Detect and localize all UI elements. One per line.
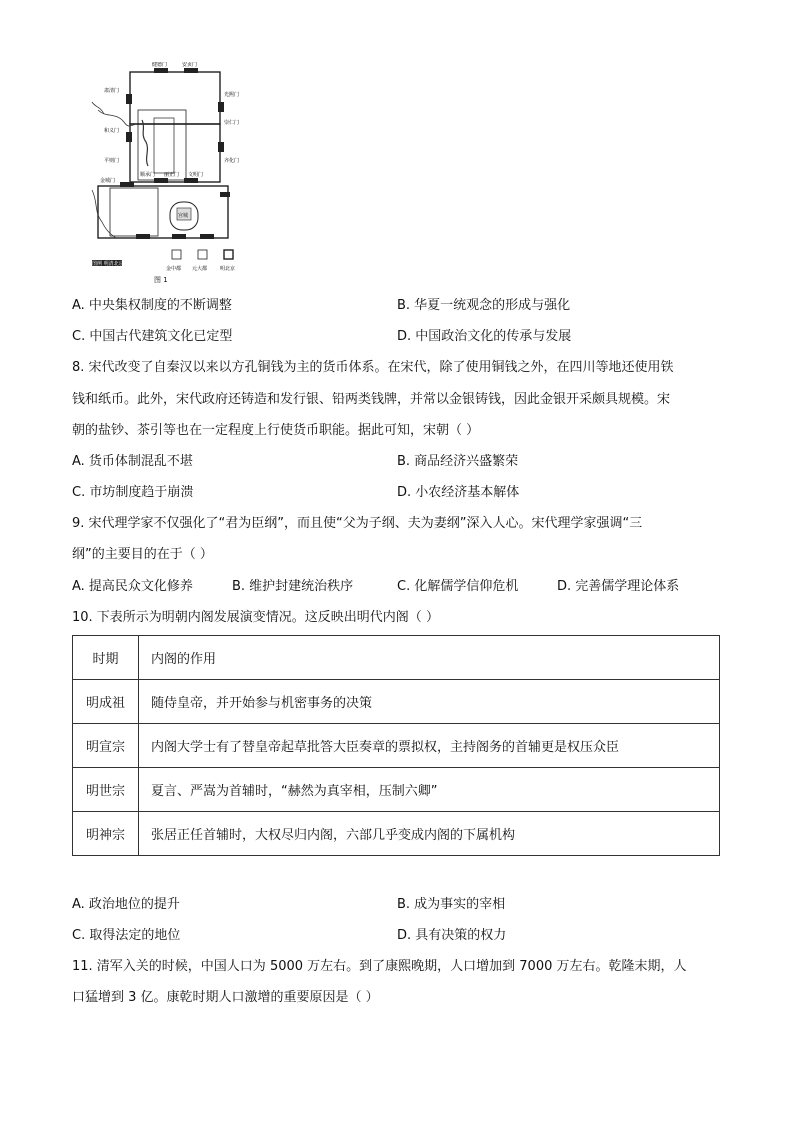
table-row	[73, 812, 720, 856]
q10-option-d: D. 具有决策的权力	[397, 928, 507, 943]
legend-ming-beijing: 明北京	[220, 266, 236, 272]
table-row	[73, 680, 720, 724]
gate-label-lizheng: 丽正门	[164, 172, 180, 178]
legend-jin-zhongdu: 金中都	[166, 266, 182, 272]
q10-option-a: A. 政治地位的提升	[72, 897, 180, 912]
q9-option-b: B. 维护封建统治秩序	[232, 579, 354, 594]
table-cell-period: 明宣宗	[73, 724, 139, 768]
q7-option-a: A. 中央集权制度的不断调整	[72, 298, 232, 313]
table-row	[73, 724, 720, 768]
q11-stem-line-1: 11. 清军入关的时候，中国人口为 5000 万左右。到了康熙晚期，人口增加到 7000 万左右。乾隆末期，人	[72, 959, 687, 974]
gate-label-jincheng: 金城门	[100, 178, 116, 184]
q7-option-d: D. 中国政治文化的传承与发展	[397, 329, 572, 344]
gate-label-qihua: 齐化门	[224, 158, 240, 164]
table-header-cell: 时期	[73, 636, 139, 680]
q7-option-c: C. 中国古代建筑文化已定型	[72, 329, 233, 344]
gate-label-suqing: 肃清门	[104, 88, 120, 94]
q8-option-d: D. 小农经济基本解体	[397, 485, 520, 500]
beijing-city-map-figure	[80, 62, 250, 292]
gate-label-heyi: 和义门	[104, 128, 120, 134]
table-header-row	[73, 636, 720, 680]
table-cell-role: 张居正任首辅时，大权尽归内阁，六部几乎变成内阁的下属机构	[139, 812, 720, 856]
q10-option-c: C. 取得法定的地位	[72, 928, 181, 943]
q10-stem: 10. 下表所示为明朝内阁发展演变情况。这反映出明代内阁（ ）	[72, 610, 439, 625]
q7-option-b: B. 华夏一统观念的形成与强化	[397, 298, 571, 313]
q11-stem-line-2: 口猛增到 3 亿。康乾时期人口激增的重要原因是（ ）	[72, 990, 379, 1005]
q10-option-b: B. 成为事实的宰相	[397, 897, 506, 912]
q9-option-a: A. 提高民众文化修养	[72, 579, 193, 594]
table-cell-period: 明世宗	[73, 768, 139, 812]
q9-option-d: D. 完善儒学理论体系	[557, 579, 680, 594]
table-header-cell: 内阁的作用	[139, 636, 720, 680]
table-cell-role: 随侍皇帝，并开始参与机密事务的决策	[139, 680, 720, 724]
q8-stem-line-1: 8. 宋代改变了自秦汉以来以方孔铜钱为主的货币体系。在宋代，除了使用铜钱之外，在四川等地还使用铁	[72, 360, 674, 375]
q8-stem-line-3: 朝的盐钞、茶引等也在一定程度上行使货币职能。据此可知，宋朝（ ）	[72, 423, 480, 438]
q9-stem-line-1: 9. 宋代理学家不仅强化了“君为臣纲”，而且使“父为子纲、夫为妻纲”深入人心。宋代理学家强调“三	[72, 516, 643, 531]
q9-stem-line-2: 纲”的主要目的在于（ ）	[72, 547, 213, 562]
table-cell-role: 内阁大学士有了替皇帝起草批答大臣奏章的票拟权，主持阁务的首辅更是权压众臣	[139, 724, 720, 768]
q8-option-b: B. 商品经济兴盛繁荣	[397, 454, 519, 469]
gate-label-guangxi: 光熙门	[224, 92, 240, 98]
gate-label-chongren: 崇仁门	[224, 120, 240, 126]
figure-caption: 图 1	[154, 276, 168, 284]
palace-label: 宫城	[178, 213, 189, 219]
q8-option-c: C. 市坊制度趋于崩溃	[72, 485, 194, 500]
gate-label-wenming: 文明门	[188, 172, 204, 178]
city-map-drawing	[80, 62, 250, 292]
table-cell-role: 夏言、严嵩为首辅时，“赫然为真宰相，压制六卿”	[139, 768, 720, 812]
table-cell-period: 明神宗	[73, 812, 139, 856]
table-cell-period: 明成祖	[73, 680, 139, 724]
q8-stem-line-2: 钱和纸币。此外，宋代政府还铸造和发行银、铅两类钱牌，并常以金银铸钱，因此金银开采颇具规模。宋	[72, 392, 671, 407]
q8-option-a: A. 货币体制混乱不堪	[72, 454, 193, 469]
legend-footer: 图例 明清北京城	[92, 261, 129, 267]
gate-label-jiande: 健德门	[152, 62, 168, 68]
q9-option-c: C. 化解儒学信仰危机	[397, 579, 519, 594]
gate-label-shuncheng: 顺承门	[140, 172, 156, 178]
gate-label-anzhen: 安贞门	[182, 62, 198, 68]
ming-cabinet-table	[72, 635, 720, 856]
gate-label-pingze: 平则门	[104, 158, 120, 164]
legend-yuan-dadu: 元大都	[192, 266, 208, 272]
table-row	[73, 768, 720, 812]
